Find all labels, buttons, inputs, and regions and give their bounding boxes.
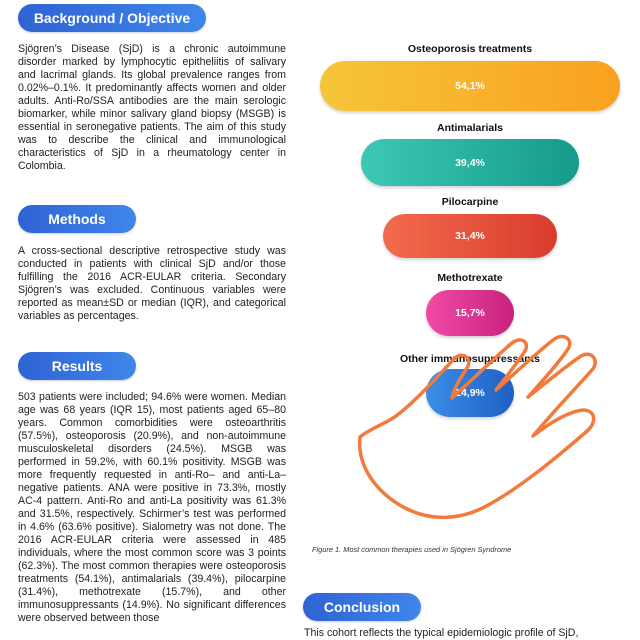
therapy-label: Pilocarpine — [441, 196, 499, 208]
therapy-label: Osteoporosis treatments — [407, 43, 533, 55]
therapy-label: Antimalarials — [437, 122, 503, 134]
therapy-bar — [383, 214, 557, 258]
methods-text: A cross-sectional descriptive retrospective study was conducted in patients with clinical SjD and/or those fulfilling the 2016 ACR-EULAR criteria. Secondary Sjögren’s was excluded. Continuous variables were reported as mean±SD or median (IQR), and categorical variables as percentages. — [18, 245, 286, 322]
therapy-label: Other immunosuppressants — [399, 353, 541, 365]
results-heading — [18, 352, 136, 380]
therapy-value-label: 54,1% — [455, 80, 485, 92]
methods-title: Methods — [48, 211, 106, 227]
background-title: Background / Objective — [33, 10, 191, 26]
therapy-bar — [426, 290, 513, 336]
figure-caption: Figure 1. Most common therapies used in Sjögren Syndrome — [312, 545, 512, 554]
methods-heading — [18, 205, 136, 233]
background-text: Sjögren’s Disease (SjD) is a chronic autoimmune disorder marked by lymphocytic epitheliitis of salivary and lacrimal glands. Its global prevalence ranges from 0.02%–0.1%. It predominantly affects women and older adults. Anti-Ro/SSA antibodies are the main serologic biomarker, while minor salivary gland biopsy (MSGB) is essential in seronegative patients. The aim of this study was to describe the clinical and immunological characteristics of SjD in a rheumatology center in Colombia. — [18, 43, 286, 172]
results-text: 503 patients were included; 94.6% were women. Median age was 68 years (IQR 15), most patients aged 65–80 years. Common comorbidities were osteoarthritis (57.5%), osteoporosis (20.9%), and non-autoimmune musculoskeletal disorders (24.5%). MSGB was performed in 59.2%, with 60.1% positivity. MSGB was more frequently requested in anti-Ro– and anti-La–negative patients. ANA were positive in 73.3%, mostly AC-4 pattern. Anti-Ro and anti-La positivity was 61.3% and 31.5%, respectively. Schirmer’s test was performed in 4.6% (63.6% positive). Sialometry was not done. The 2016 ACR-EULAR criteria were assessed in 485 individuals, where the most common score was 3 points (62.3%). The most common therapies were osteoporosis treatments (54.1%), antimalarials (39.4%), pilocarpine (31.4%), methotrexate (15.7%), and other immunosuppressants (14.9%). No significant differences were observed between those — [18, 391, 286, 624]
conclusion-text: This cohort reflects the typical epidemiologic profile of SjD, — [304, 627, 579, 639]
therapy-bar — [320, 61, 620, 111]
results-title: Results — [51, 358, 103, 374]
conclusion-heading — [303, 593, 421, 621]
therapy-bar — [426, 369, 514, 417]
therapy-value-label: 39,4% — [455, 156, 485, 169]
therapy-label: Methotrexate — [437, 272, 503, 284]
conclusion-title: Conclusion — [323, 599, 401, 615]
therapy-value-label: 31,4% — [455, 230, 485, 242]
therapy-value-label: 15,7% — [455, 307, 485, 319]
background-heading — [18, 4, 206, 32]
therapy-bar — [361, 139, 579, 186]
therapy-value-label: 14,9% — [455, 387, 485, 399]
